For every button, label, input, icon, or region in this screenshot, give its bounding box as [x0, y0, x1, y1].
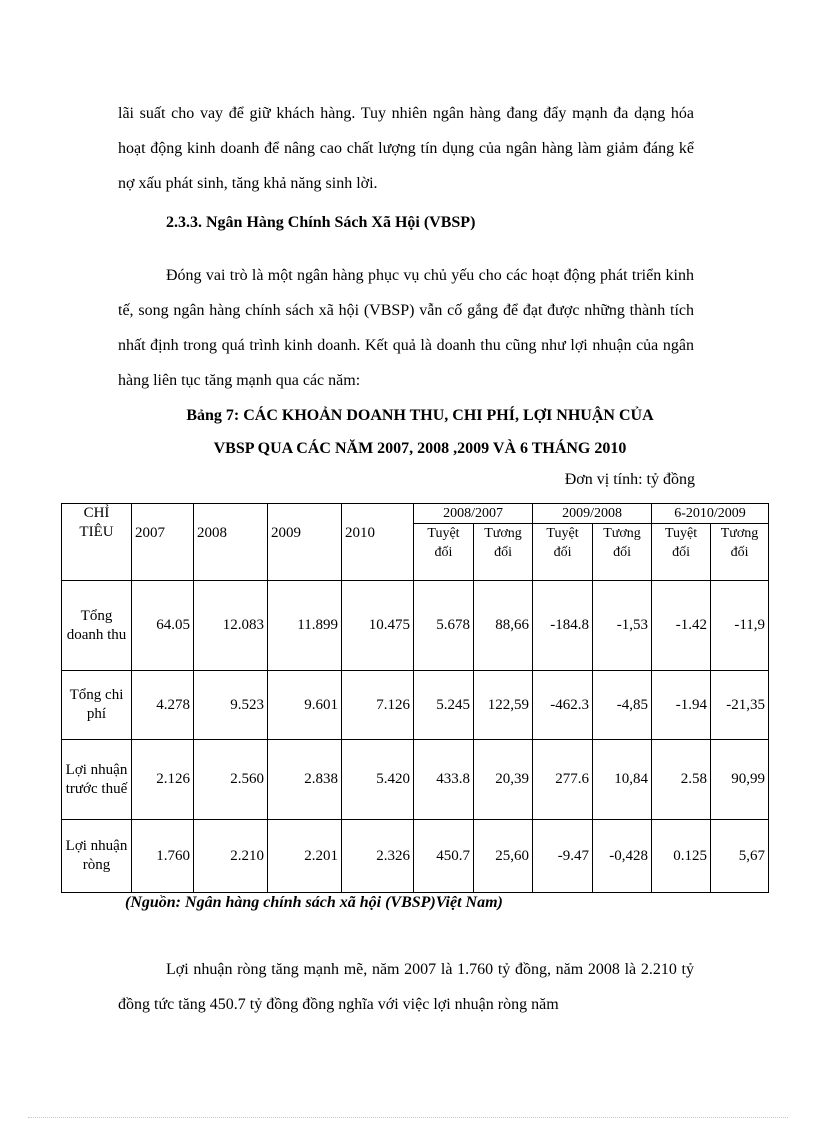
table-cell: 2.201 [268, 820, 342, 893]
table-cell: -21,35 [711, 671, 769, 740]
table-cell: 5,67 [711, 820, 769, 893]
table-cell: -462.3 [533, 671, 593, 740]
paragraph-vbsp: Đóng vai trò là một ngân hàng phục vụ chủ yếu cho các hoạt động phát triển kinh tế, song ngân hàng chính sách xã hội (VBSP) vẫn cố gắng để đạt được những thành tích nhất định trong quá trình kinh doanh. Kết quả là doanh thu cũng như lợi nhuận của ngân hàng liên tục tăng mạnh qua các năm: [118, 267, 694, 389]
header-absolute: Tuyệt đối [533, 524, 593, 581]
header-criteria: CHỈ TIÊU [62, 504, 132, 581]
header-group-2008-2007: 2008/2007 [414, 504, 533, 524]
table-cell: 64.05 [132, 581, 194, 671]
table-cell: 90,99 [711, 740, 769, 820]
header-year-2009: 2009 [268, 504, 342, 581]
table-cell: 2.560 [194, 740, 268, 820]
table-cell: 9.601 [268, 671, 342, 740]
header-absolute: Tuyệt đối [652, 524, 711, 581]
table-cell: 25,60 [474, 820, 533, 893]
row-label: Lợi nhuận ròng [62, 820, 132, 893]
table-cell: 0.125 [652, 820, 711, 893]
table-cell: -0,428 [593, 820, 652, 893]
table-row [62, 820, 769, 893]
table-cell: 2.326 [342, 820, 414, 893]
table-source: (Nguồn: Ngân hàng chính sách xã hội (VBSP)Việt Nam) [125, 894, 503, 911]
table-cell: -1,53 [593, 581, 652, 671]
row-label: Lợi nhuận trước thuế [62, 740, 132, 820]
header-absolute: Tuyệt đối [414, 524, 474, 581]
table-cell: -1.94 [652, 671, 711, 740]
header-year-2007: 2007 [132, 504, 194, 581]
table-cell: -1.42 [652, 581, 711, 671]
table-cell: 433.8 [414, 740, 474, 820]
header-year-2008: 2008 [194, 504, 268, 581]
paragraph-profit: Lợi nhuận ròng tăng mạnh mẽ, năm 2007 là 1.760 tỷ đồng, năm 2008 là 2.210 tỷ đồng tức tăng 450.7 tỷ đồng đồng nghĩa với việc lợi nhuận ròng năm [118, 961, 694, 1013]
table-cell: 88,66 [474, 581, 533, 671]
table-cell: 11.899 [268, 581, 342, 671]
table-cell: 5.678 [414, 581, 474, 671]
table-row [62, 671, 769, 740]
row-label: Tổng chi phí [62, 671, 132, 740]
table-cell: 4.278 [132, 671, 194, 740]
table-caption-line1: Bảng 7: CÁC KHOẢN DOANH THU, CHI PHÍ, LỢI NHUẬN CỦA [186, 407, 654, 424]
table-cell: 450.7 [414, 820, 474, 893]
financial-table [61, 503, 769, 893]
table-cell: 2.58 [652, 740, 711, 820]
table-row [62, 740, 769, 820]
table-cell: 20,39 [474, 740, 533, 820]
paragraph-intro: lãi suất cho vay để giữ khách hàng. Tuy nhiên ngân hàng đang đẩy mạnh đa dạng hóa hoạt động kinh doanh để nâng cao chất lượng tín dụng của ngân hàng làm giảm đáng kể nợ xấu phát sinh, tăng khả năng sinh lời. [118, 105, 694, 192]
table-cell: 2.126 [132, 740, 194, 820]
table-cell: 10,84 [593, 740, 652, 820]
table-cell: 5.420 [342, 740, 414, 820]
unit-label: Đơn vị tính: tỷ đồng [564, 471, 695, 488]
table-cell: 7.126 [342, 671, 414, 740]
table-row [62, 581, 769, 671]
table-cell: 10.475 [342, 581, 414, 671]
table-cell: 12.083 [194, 581, 268, 671]
table-caption-line2: VBSP QUA CÁC NĂM 2007, 2008 ,2009 VÀ 6 THÁNG 2010 [213, 440, 627, 457]
table-cell: 1.760 [132, 820, 194, 893]
table-cell: -4,85 [593, 671, 652, 740]
header-group-2009-2008: 2009/2008 [533, 504, 652, 524]
table-cell: -11,9 [711, 581, 769, 671]
header-relative: Tương đối [593, 524, 652, 581]
header-year-2010: 2010 [342, 504, 414, 581]
header-relative: Tương đối [711, 524, 769, 581]
page-footer-divider [28, 1117, 788, 1118]
table-cell: 9.523 [194, 671, 268, 740]
table-cell: 5.245 [414, 671, 474, 740]
header-group-2010-2009: 6-2010/2009 [652, 504, 769, 524]
row-label: Tổng doanh thu [62, 581, 132, 671]
table-cell: 122,59 [474, 671, 533, 740]
table-cell: 277.6 [533, 740, 593, 820]
section-heading: 2.3.3. Ngân Hàng Chính Sách Xã Hội (VBSP) [166, 214, 476, 231]
header-relative: Tương đối [474, 524, 533, 581]
table-cell: 2.838 [268, 740, 342, 820]
table-cell: -184.8 [533, 581, 593, 671]
table-cell: -9.47 [533, 820, 593, 893]
table-cell: 2.210 [194, 820, 268, 893]
